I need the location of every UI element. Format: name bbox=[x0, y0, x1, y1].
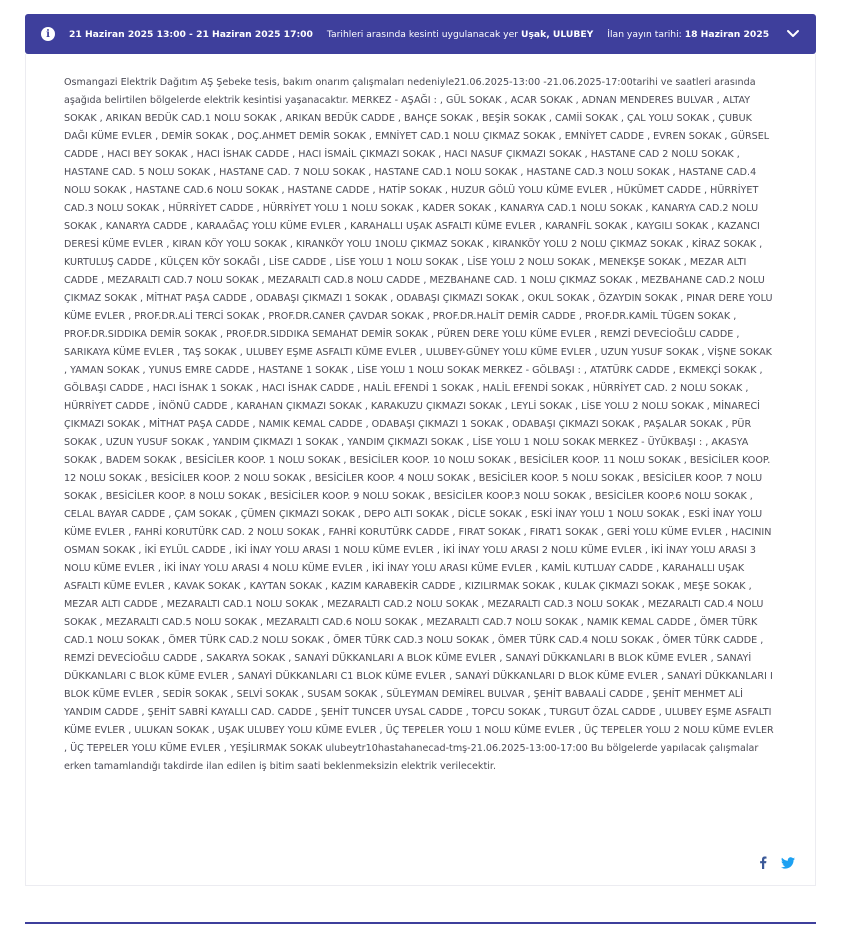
section-divider bbox=[25, 922, 816, 924]
info-icon: i bbox=[41, 27, 55, 41]
outage-details-panel bbox=[25, 54, 816, 886]
announcement-text: Osmangazi Elektrik Dağıtım AŞ Şebeke tesis, bakım onarım çalışmaları nedeniyle21.06.2025-13:00 -21.06.2025-17:00tarihi ve saatleri arasında aşağıda belirtilen bölgelerde elektrik kesintisi yaşanacaktır. MERKEZ - AŞAĞI : , GÜL SOKAK , ACAR SOKAK , ADNAN MENDERES BULVAR , ALTAY SOKAK , ARIKAN BEDÜK CAD.1 NOLU SOKAK , ARIKAN BEDÜK CADDE , BAHÇE SOKAK , BEŞİR SOKAK , CAMİİ SOKAK , ÇAL YOLU SOKAK , ÇUBUK DAĞI KÜME EVLER , DEMİR SOKAK , DOÇ.AHMET DEMİR SOKAK , EMNİYET CAD.1 NOLU ÇIKMAZ SOKAK , EMNİYET CADDE , EVREN SOKAK , GÜRSEL CADDE , HACI BEY SOKAK , HACI İSHAK CADDE , HACI İSMAİL ÇIKMAZI SOKAK , HACI NASUF ÇIKMAZI SOKAK , HASTANE CAD 2 NOLU SOKAK , HASTANE CAD. 5 NOLU SOKAK , HASTANE CAD. 7 NOLU SOKAK , HASTANE CAD.1 NOLU SOKAK , HASTANE CAD.3 NOLU SOKAK , HASTANE CAD.4 NOLU SOKAK , HASTANE CAD.6 NOLU SOKAK , HASTANE CADDE , HATİP SOKAK , HUZUR GÖLÜ YOLU KÜME EVLER , HÜKÜMET CADDE , HÜRRİYET CAD.3 NOLU SOKAK , HÜRRİYET CADDE , HÜRRİYET YOLU 1 NOLU SOKAK , KADER SOKAK , KANARYA CAD.1 NOLU SOKAK , KANARYA CAD.2 NOLU SOKAK , KANARYA CADDE , KARAAĞAÇ YOLU KÜME EVLER , KARAHALLI UŞAK ASFALTI KÜME EVLER , KARANFİL SOKAK , KAYGILI SOKAK , KAZANCI DERESİ KÜME EVLER , KIRAN KÖY YOLU SOKAK , KIRANKÖY YOLU 1NOLU ÇIKMAZ SOKAK , KIRANKÖY YOLU 2 NOLU ÇIKMAZ SOKAK , KİRAZ SOKAK , KURTULUŞ CADDE , KÜLÇEN KÖY SOKAĞI , LİSE CADDE , LİSE YOLU 1 NOLU SOKAK , LİSE YOLU 2 NOLU SOKAK , MENEKŞE SOKAK , MEZAR ALTI CADDE , MEZARALTI CAD.7 NOLU SOKAK , MEZARALTI CAD.8 NOLU CADDE , MEZBAHANE CAD. 1 NOLU ÇIKMAZ SOKAK , MEZBAHANE CAD.2 NOLU ÇIKMAZ SOKAK , MİTHAT PAŞA CADDE , ODABAŞI ÇIKMAZI 1 SOKAK , ODABAŞI ÇIKMAZI SOKAK , OKUL SOKAK , ÖZAYDIN SOKAK , PINAR DERE YOLU KÜME EVLER , PROF.DR.ALİ TERCİ SOKAK , PROF.DR.CANER ÇAVDAR SOKAK , PROF.DR.HALİT DEMİR CADDE , PROF.DR.KAMİL TÜGEN SOKAK , PROF.DR.SIDDIKA DEMİR SOKAK , PROF.DR.SIDDIKA SEMAHAT DEMİR SOKAK , PÜREN DERE YOLU KÜME EVLER , REMZİ DEVECİOĞLU CADDE , SARIKAYA KÜME EVLER , TAŞ SOKAK , ULUBEY EŞME ASFALTI KÜME EVLER , ULUBEY-GÜNEY YOLU KÜME EVLER , UZUN YUSUF SOKAK , VİŞNE SOKAK , YAMAN SOKAK , YUNUS EMRE CADDE , HASTANE 1 SOKAK , LİSE YOLU 1 NOLU SOKAK MERKEZ - GÖLBAŞI : , ATATÜRK CADDE , EKMEKÇİ SOKAK , GÖLBAŞI CADDE , HACI İSHAK 1 SOKAK , HACI İSHAK CADDE , HALİL EFENDİ 1 SOKAK , HALİL EFENDİ SOKAK , HÜRRİYET CAD. 2 NOLU SOKAK , HÜRRİYET CADDE , İNÖNÜ CADDE , KARAHAN ÇIKMAZI SOKAK , KARAKUZU ÇIKMAZI SOKAK , LEYLİ SOKAK , LİSE YOLU 2 NOLU SOKAK , MİNARECİ ÇIKMAZI SOKAK , MİTHAT PAŞA CADDE , NAMIK KEMAL CADDE , ODABAŞI ÇIKMAZI 1 SOKAK , ODABAŞI ÇIKMAZI SOKAK , PAŞALAR SOKAK , PÜR SOKAK , UZUN YUSUF SOKAK , YANDIM ÇIKMAZI 1 SOKAK , YANDIM ÇIKMAZI SOKAK , LİSE YOLU 1 NOLU SOKAK MERKEZ - ÜYÜKBAŞI : , AKASYA SOKAK , BADEM SOKAK , BESİCİLER KOOP. 1 NOLU SOKAK , BESİCİLER KOOP. 10 NOLU SOKAK , BESİCİLER KOOP. 11 NOLU SOKAK , BESİCİLER KOOP. 12 NOLU SOKAK , BESİCİLER KOOP. 2 NOLU SOKAK , BESİCİLER KOOP. 4 NOLU SOKAK , BESİCİLER KOOP. 5 NOLU SOKAK , BESİCİLER KOOP. 7 NOLU SOKAK , BESİCİLER KOOP. 8 NOLU SOKAK , BESİCİLER KOOP. 9 NOLU SOKAK , BESİCİLER KOOP.3 NOLU SOKAK , BESİCİLER KOOP.6 NOLU SOKAK , CELAL BAYAR CADDE , ÇAM SOKAK , ÇÜMEN ÇIKMAZI SOKAK , DEPO ALTI SOKAK , DİCLE SOKAK , ESKİ İNAY YOLU 1 NOLU SOKAK , ESKİ İNAY YOLU KÜME EVLER , FAHRİ KORUTÜRK CAD. 2 NOLU SOKAK , FAHRİ KORUTÜRK CADDE , FIRAT SOKAK , FIRAT1 SOKAK , GERİ YOLU KÜME EVLER , HACININ OSMAN SOKAK , İKİ EYLÜL CADDE , İKİ İNAY YOLU ARASI 1 NOLU KÜME EVLER , İKİ İNAY YOLU ARASI 2 NOLU KÜME EVLER , İKİ İNAY YOLU ARASI 3 NOLU KÜME EVLER , İKİ İNAY YOLU ARASI 4 NOLU KÜME EVLER , İKİ İNAY YOLU ARASI KÜME EVLER , KAMİL KUTLUAY CADDE , KARAHALLI UŞAK ASFALTI KÜME EVLER , KAVAK SOKAK , KAYTAN SOKAK , KAZIM KARABEKİR CADDE , KIZILIRMAK SOKAK , KULAK ÇIKMAZI SOKAK , MEŞE SOKAK , MEZAR ALTI CADDE , MEZARALTI CAD.1 NOLU SOKAK , MEZARALTI CAD.2 NOLU SOKAK , MEZARALTI CAD.3 NOLU SOKAK , MEZARALTI CAD.4 NOLU SOKAK , MEZARALTI CAD.5 NOLU SOKAK , MEZARALTI CAD.6 NOLU SOKAK , MEZARALTI CAD.7 NOLU SOKAK , NAMIK KEMAL CADDE , ÖMER TÜRK CAD.1 NOLU SOKAK , ÖMER TÜRK CAD.2 NOLU SOKAK , ÖMER TÜRK CAD.3 NOLU SOKAK , ÖMER TÜRK CAD.4 NOLU SOKAK , ÖMER TÜRK CADDE , REMZİ DEVECİOĞLU CADDE , SAKARYA SOKAK , SANAYİ DÜKKANLARI A BLOK KÜME EVLER , SANAYİ DÜKKANLARI B BLOK KÜME EVLER , SANAYİ DÜKKANLARI C BLOK KÜME EVLER , SANAYİ DÜKKANLARI C1 BLOK KÜME EVLER , SANAYİ DÜKKANLARI D BLOK KÜME EVLER , SANAYİ DÜKKANLARI I BLOK KÜME EVLER , SEDİR SOKAK , SELVİ SOKAK , SUSAM SOKAK , SÜLEYMAN DEMİREL BULVAR , ŞEHİT BABAALİ CADDE , ŞEHİT MEHMET ALİ YANDIM CADDE , ŞEHİT SABRİ KAYALLI CAD. CADDE , ŞEHİT TUNCER UYSAL CADDE , TOPCU SOKAK , TURGUT ÖZAL CADDE , ULUBEY EŞME ASFALTI KÜME EVLER , ULUKAN SOKAK , UŞAK ULUBEY YOLU KÜME EVLER , ÜÇ TEPELER YOLU 1 NOLU KÜME EVLER , ÜÇ TEPELER YOLU 2 NOLU KÜME EVLER , ÜÇ TEPELER YOLU KÜME EVLER , YEŞİLIRMAK SOKAK ulubeytr10hastahanecad-tmş-21.06.2025-13:00-17:00 Bu bölgelerde yapılacak çalışmalar erken tamamlandığı takdirde ilan edilen iş bitim saati beklenmeksizin elektrik verilecektir. bbox=[64, 77, 774, 772]
publish-date: 18 Haziran 2025 bbox=[684, 28, 770, 40]
publish-label: İlan yayın tarihi: bbox=[607, 28, 682, 40]
outage-summary bbox=[69, 29, 784, 40]
chevron-down-icon[interactable] bbox=[784, 25, 802, 43]
outage-date-range: 21 Haziran 2025 13:00 - 21 Haziran 2025 17:00 bbox=[69, 28, 313, 40]
location-prefix: Tarihleri arasında kesinti uygulanacak yer bbox=[326, 28, 519, 40]
outage-accordion-header[interactable] bbox=[25, 14, 816, 54]
facebook-icon[interactable] bbox=[759, 856, 767, 869]
twitter-icon[interactable] bbox=[781, 857, 795, 869]
outage-location: Uşak, ULUBEY bbox=[520, 28, 594, 40]
share-links bbox=[759, 856, 795, 869]
